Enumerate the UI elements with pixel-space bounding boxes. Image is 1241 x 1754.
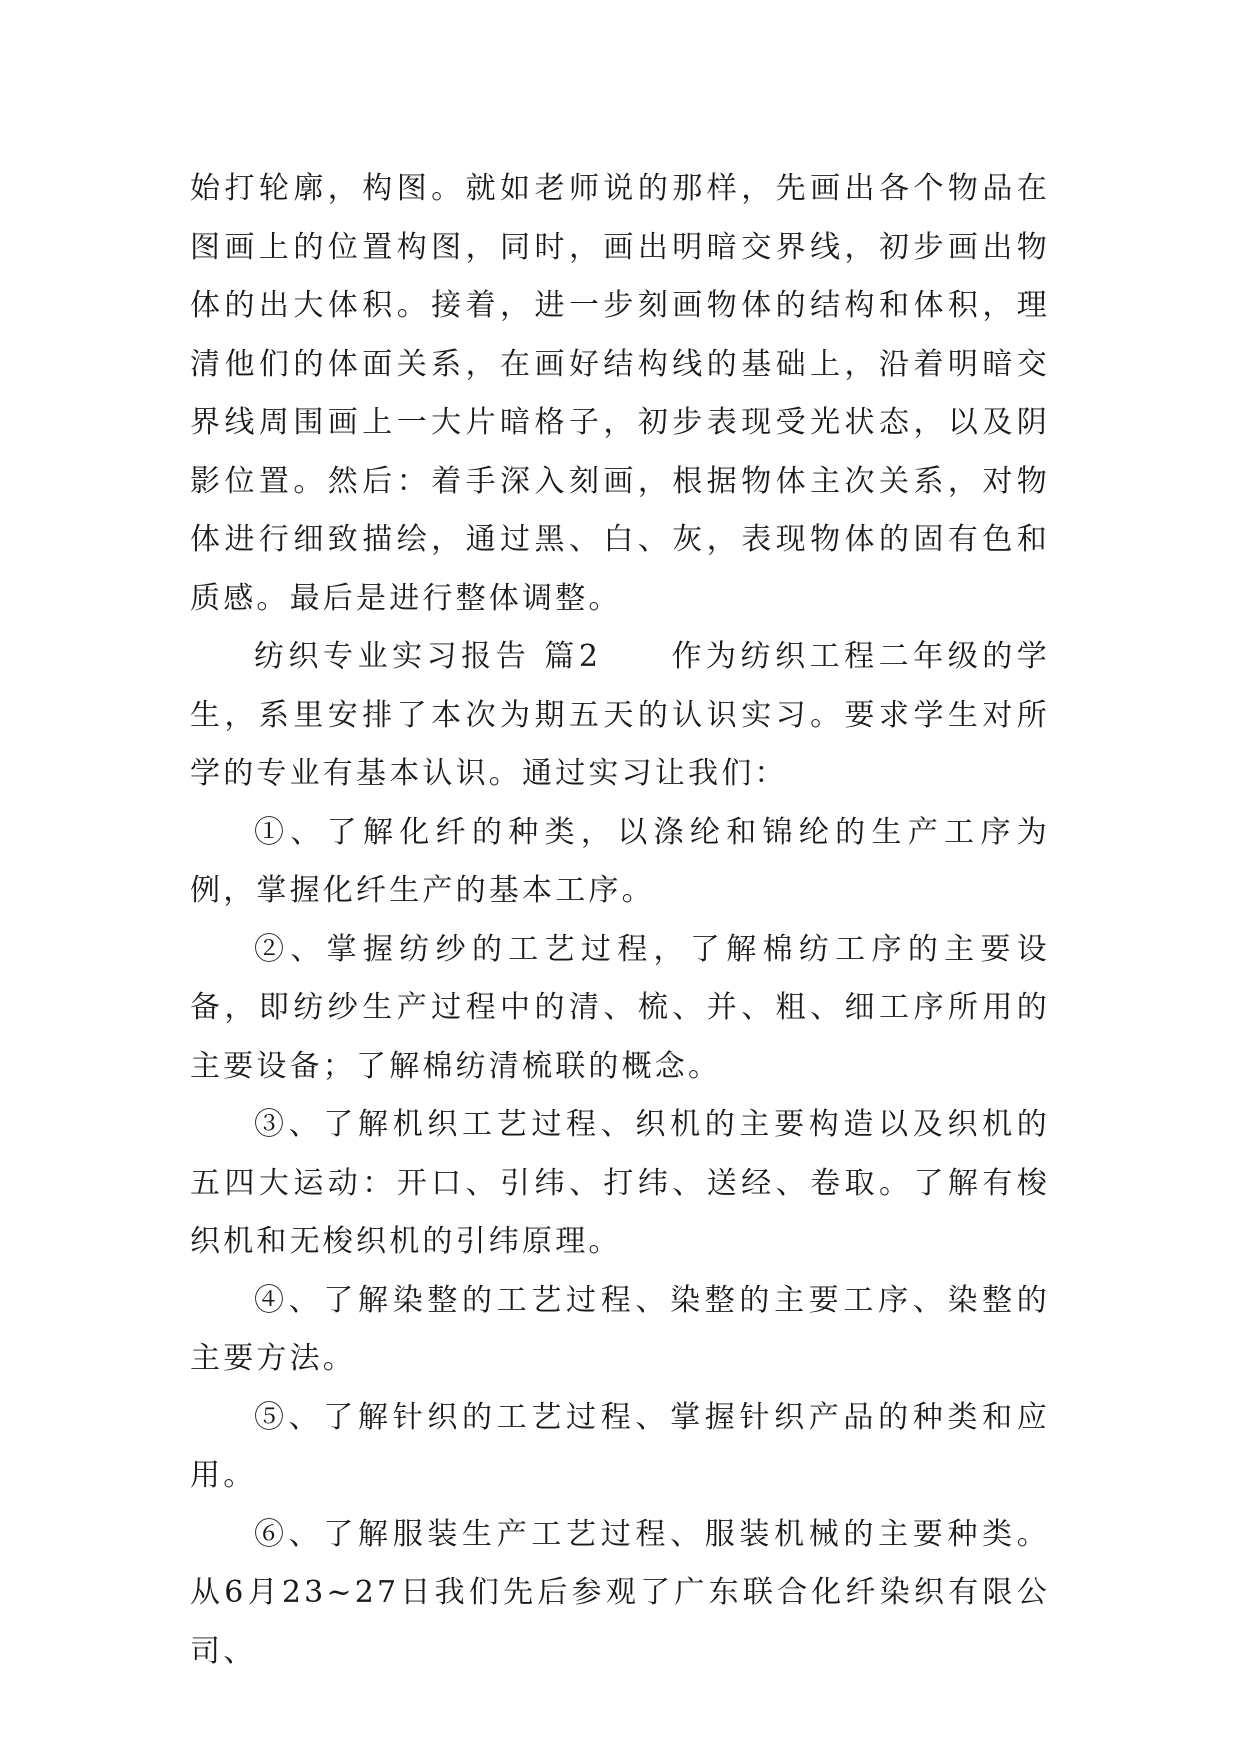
paragraph-item-5: ⑤、了解针织的工艺过程、掌握针织产品的种类和应用。 bbox=[190, 1399, 1050, 1493]
paragraph-item-1: ①、了解化纤的种类，以涤纶和锦纶的生产工序为例，掌握化纤生产的基本工序。 bbox=[190, 814, 1050, 908]
document-page bbox=[190, 160, 1050, 1681]
paragraph-item-6: ⑥、了解服装生产工艺过程、服装机械的主要种类。从6月23~27日我们先后参观了广东联合化纤染织有限公司、 bbox=[190, 1516, 1050, 1669]
paragraph-item-4: ④、了解染整的工艺过程、染整的主要工序、染整的主要方法。 bbox=[190, 1282, 1050, 1376]
paragraph-item-2: ②、掌握纺纱的工艺过程，了解棉纺工序的主要设备，即纺纱生产过程中的清、梳、并、粗、细工序所用的主要设备；了解棉纺清梳联的概念。 bbox=[190, 931, 1050, 1084]
paragraph-report-intro: 纺织专业实习报告 篇2 作为纺织工程二年级的学生，系里安排了本次为期五天的认识实习。要求学生对所学的专业有基本认识。通过实习让我们： bbox=[190, 639, 1050, 791]
paragraph-item-3: ③、了解机织工艺过程、织机的主要构造以及织机的五四大运动：开口、引纬、打纬、送经、卷取。了解有梭织机和无梭织机的引纬原理。 bbox=[190, 1107, 1050, 1259]
paragraph-drawing-steps: 始打轮廓，构图。就如老师说的那样，先画出各个物品在图画上的位置构图，同时，画出明暗交界线，初步画出物体的出大体积。接着，进一步刻画物体的结构和体积，理清他们的体面关系，在画好结构线的基础上，沿着明暗交界线周围画上一大片暗格子，初步表现受光状态，以及阴影位置。然后：着手深入刻画，根据物体主次关系，对物体进行细致描绘，通过黑、白、灰，表现物体的固有色和质感。最后是进行整体调整。 bbox=[190, 171, 1050, 616]
